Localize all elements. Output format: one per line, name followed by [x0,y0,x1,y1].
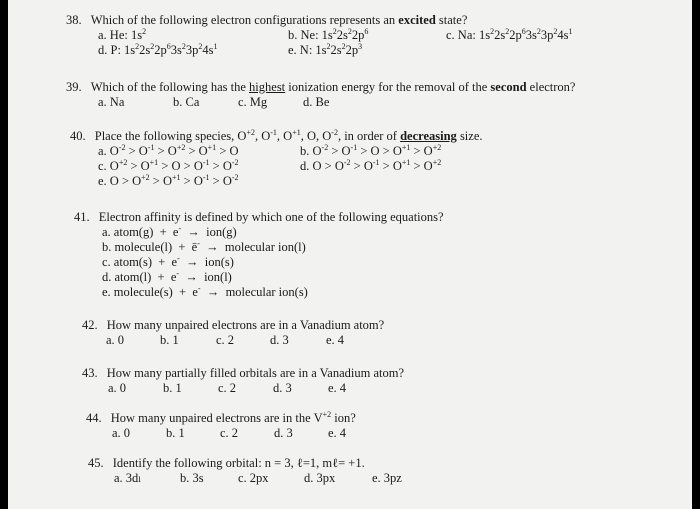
option-45a[interactable]: a. 3dₗ [114,471,142,485]
question-prompt: How many unpaired electrons are in a Vanadium atom? [106,318,385,332]
option-39c[interactable]: c. Mg [238,95,268,109]
option-41a[interactable]: a. atom(g) + e- → ion(g) [102,224,237,239]
question-number: 44. [86,411,102,425]
option-45e[interactable]: e. 3pz [372,471,402,485]
option-40b[interactable]: b. $O^{-2} > O^{-1} > O > O^{+1} > O^{+2}$ [300,143,442,158]
option-43a[interactable]: a. 0 [108,381,127,395]
option-41c[interactable]: c. atom(s) + e- → ion(s) [102,254,234,269]
option-45b[interactable]: b. 3s [180,471,204,485]
question-39 [66,80,575,94]
question-prompt: Place the following species, $O^{+2}$, $O^{-1}$, $O^{+1}$, O, $O^{-2}$, in order of [94,128,397,143]
worksheet-page [8,0,692,509]
question-number: 38. [66,13,82,27]
option-43b[interactable]: b. 1 [163,381,182,395]
option-40c[interactable]: c. $O^{+2} > O^{+1} > O > O^{-1} > O^{-2}$ [98,158,239,173]
question-prompt: Which of the following has the [90,80,246,94]
question-prompt-underlined: highest [249,80,286,94]
option-44e[interactable]: e. 4 [328,426,347,440]
option-38b[interactable]: b. Ne: $1s^22s^22p^6$ [288,27,369,42]
option-43c[interactable]: c. 2 [218,381,237,395]
option-45d[interactable]: d. 3px [304,471,336,485]
option-45c[interactable]: c. 2px [238,471,269,485]
option-41d[interactable]: d. atom(l) + e- → ion(l) [102,269,232,284]
question-prompt: How many partially filled orbitals are in a Vanadium atom? [106,366,405,380]
option-44b[interactable]: b. 1 [166,426,185,440]
question-number: 45. [88,456,104,470]
question-prompt: How many unpaired electrons are in the V [110,411,323,425]
option-38e[interactable]: e. N: $1s^22s^22p^3$ [288,42,363,57]
question-prompt-tail: electron? [529,80,576,94]
question-prompt: Which of the following electron configurations represents an [90,13,396,27]
option-42a[interactable]: a. 0 [106,333,125,347]
question-prompt-tail: ion? [334,411,356,425]
option-44c[interactable]: c. 2 [220,426,239,440]
option-40e[interactable]: e. $O > O^{+2} > O^{+1} > O^{-1} > O^{-2}$ [98,173,239,188]
question-prompt-underlined: decreasing [400,129,457,143]
question-prompt-tail: state? [438,13,468,27]
option-40a[interactable]: a. $O^{-2} > O^{-1} > O^{+2} > O^{+1} > O$ [98,143,239,158]
question-45 [88,456,365,470]
option-39a[interactable]: a. Na [98,95,125,109]
option-39d[interactable]: d. Be [303,95,330,109]
question-number: 40. [70,129,86,143]
question-44 [86,411,356,425]
question-prompt: Identify the following orbital: n = 3, ℓ=1, mℓ= +1. [112,456,365,470]
option-41b[interactable]: b. molecule(l) + ē- → molecular ion(l) [102,239,306,254]
option-43d[interactable]: d. 3 [273,381,292,395]
option-44a[interactable]: a. 0 [112,426,131,440]
question-number: 41. [74,210,90,224]
option-42d[interactable]: d. 3 [270,333,289,347]
option-41e[interactable]: e. molecule(s) + e- → molecular ion(s) [102,284,308,299]
question-prompt: Electron affinity is defined by which one of the following equations? [98,210,444,224]
question-prompt-tail: size. [459,129,483,143]
option-43e[interactable]: e. 4 [328,381,347,395]
question-40 [70,129,483,143]
option-42b[interactable]: b. 1 [160,333,179,347]
charge-superscript: +2 [322,410,332,419]
option-38a[interactable]: a. He: $1s^2$ [98,27,147,42]
question-41 [74,210,444,224]
option-39b[interactable]: b. Ca [173,95,200,109]
option-42c[interactable]: c. 2 [216,333,235,347]
question-number: 43. [82,366,98,380]
question-prompt-middle: ionization energy for the removal of the [288,80,488,94]
option-44d[interactable]: d. 3 [274,426,293,440]
question-number: 39. [66,80,82,94]
option-38c[interactable]: c. Na: $1s^22s^22p^63s^23p^24s^1$ [446,27,573,42]
option-38d[interactable]: d. P: $1s^22s^22p^63s^23p^24s^1$ [98,42,218,57]
option-42e[interactable]: e. 4 [326,333,345,347]
option-40d[interactable]: d. $O > O^{-2} > O^{-1} > O^{+1} > O^{+2}$ [300,158,442,173]
question-prompt-emphasis: second [490,80,527,94]
question-38 [66,13,467,27]
question-42 [82,318,384,332]
question-number: 42. [82,318,98,332]
question-43 [82,366,404,380]
question-prompt-emphasis: excited [398,13,436,27]
